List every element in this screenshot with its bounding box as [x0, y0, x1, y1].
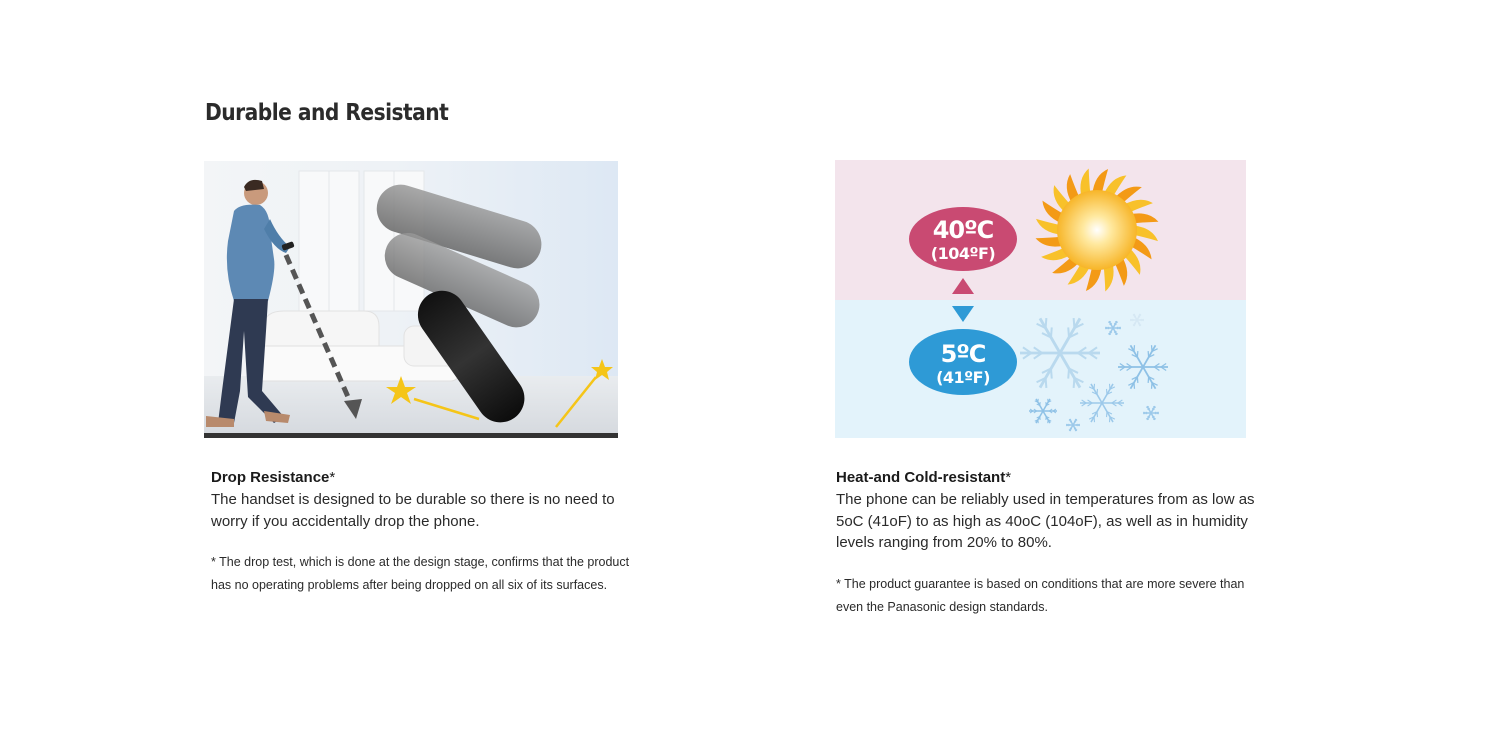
sun-icon — [1036, 169, 1159, 292]
temperature-caption — [836, 468, 1266, 619]
drop-resistance-heading: Drop Resistance* — [211, 469, 336, 486]
high-temp-celsius: 40ºC — [932, 216, 994, 244]
temperature-description: The phone can be reliably used in temperatures from as low as 5oC (41oF) to as high as 40oC (104oF), as well as in humidity levels ranging from 20% to 80%. — [836, 491, 1255, 551]
section-title: Durable and Resistant — [205, 100, 449, 126]
drop-test-footnote: * The drop test, which is done at the design stage, confirms that the product has no operating problems after being dropped on all six of its surfaces. — [211, 555, 630, 592]
drop-resistance-description: The handset is designed to be durable so there is no need to worry if you accidentally drop the phone. — [211, 491, 615, 530]
temperature-heading: Heat-and Cold-resistant* — [836, 469, 1012, 486]
low-temp-fahrenheit: (41ºF) — [936, 368, 990, 387]
high-temp-fahrenheit: (104ºF) — [930, 244, 996, 263]
temperature-range-image — [835, 160, 1246, 438]
drop-resistance-image — [204, 161, 618, 438]
low-temp-celsius: 5ºC — [940, 340, 986, 368]
guarantee-footnote: * The product guarantee is based on conditions that are more severe than even the Panasonic design standards. — [836, 576, 1245, 614]
drop-resistance-caption — [211, 468, 651, 597]
